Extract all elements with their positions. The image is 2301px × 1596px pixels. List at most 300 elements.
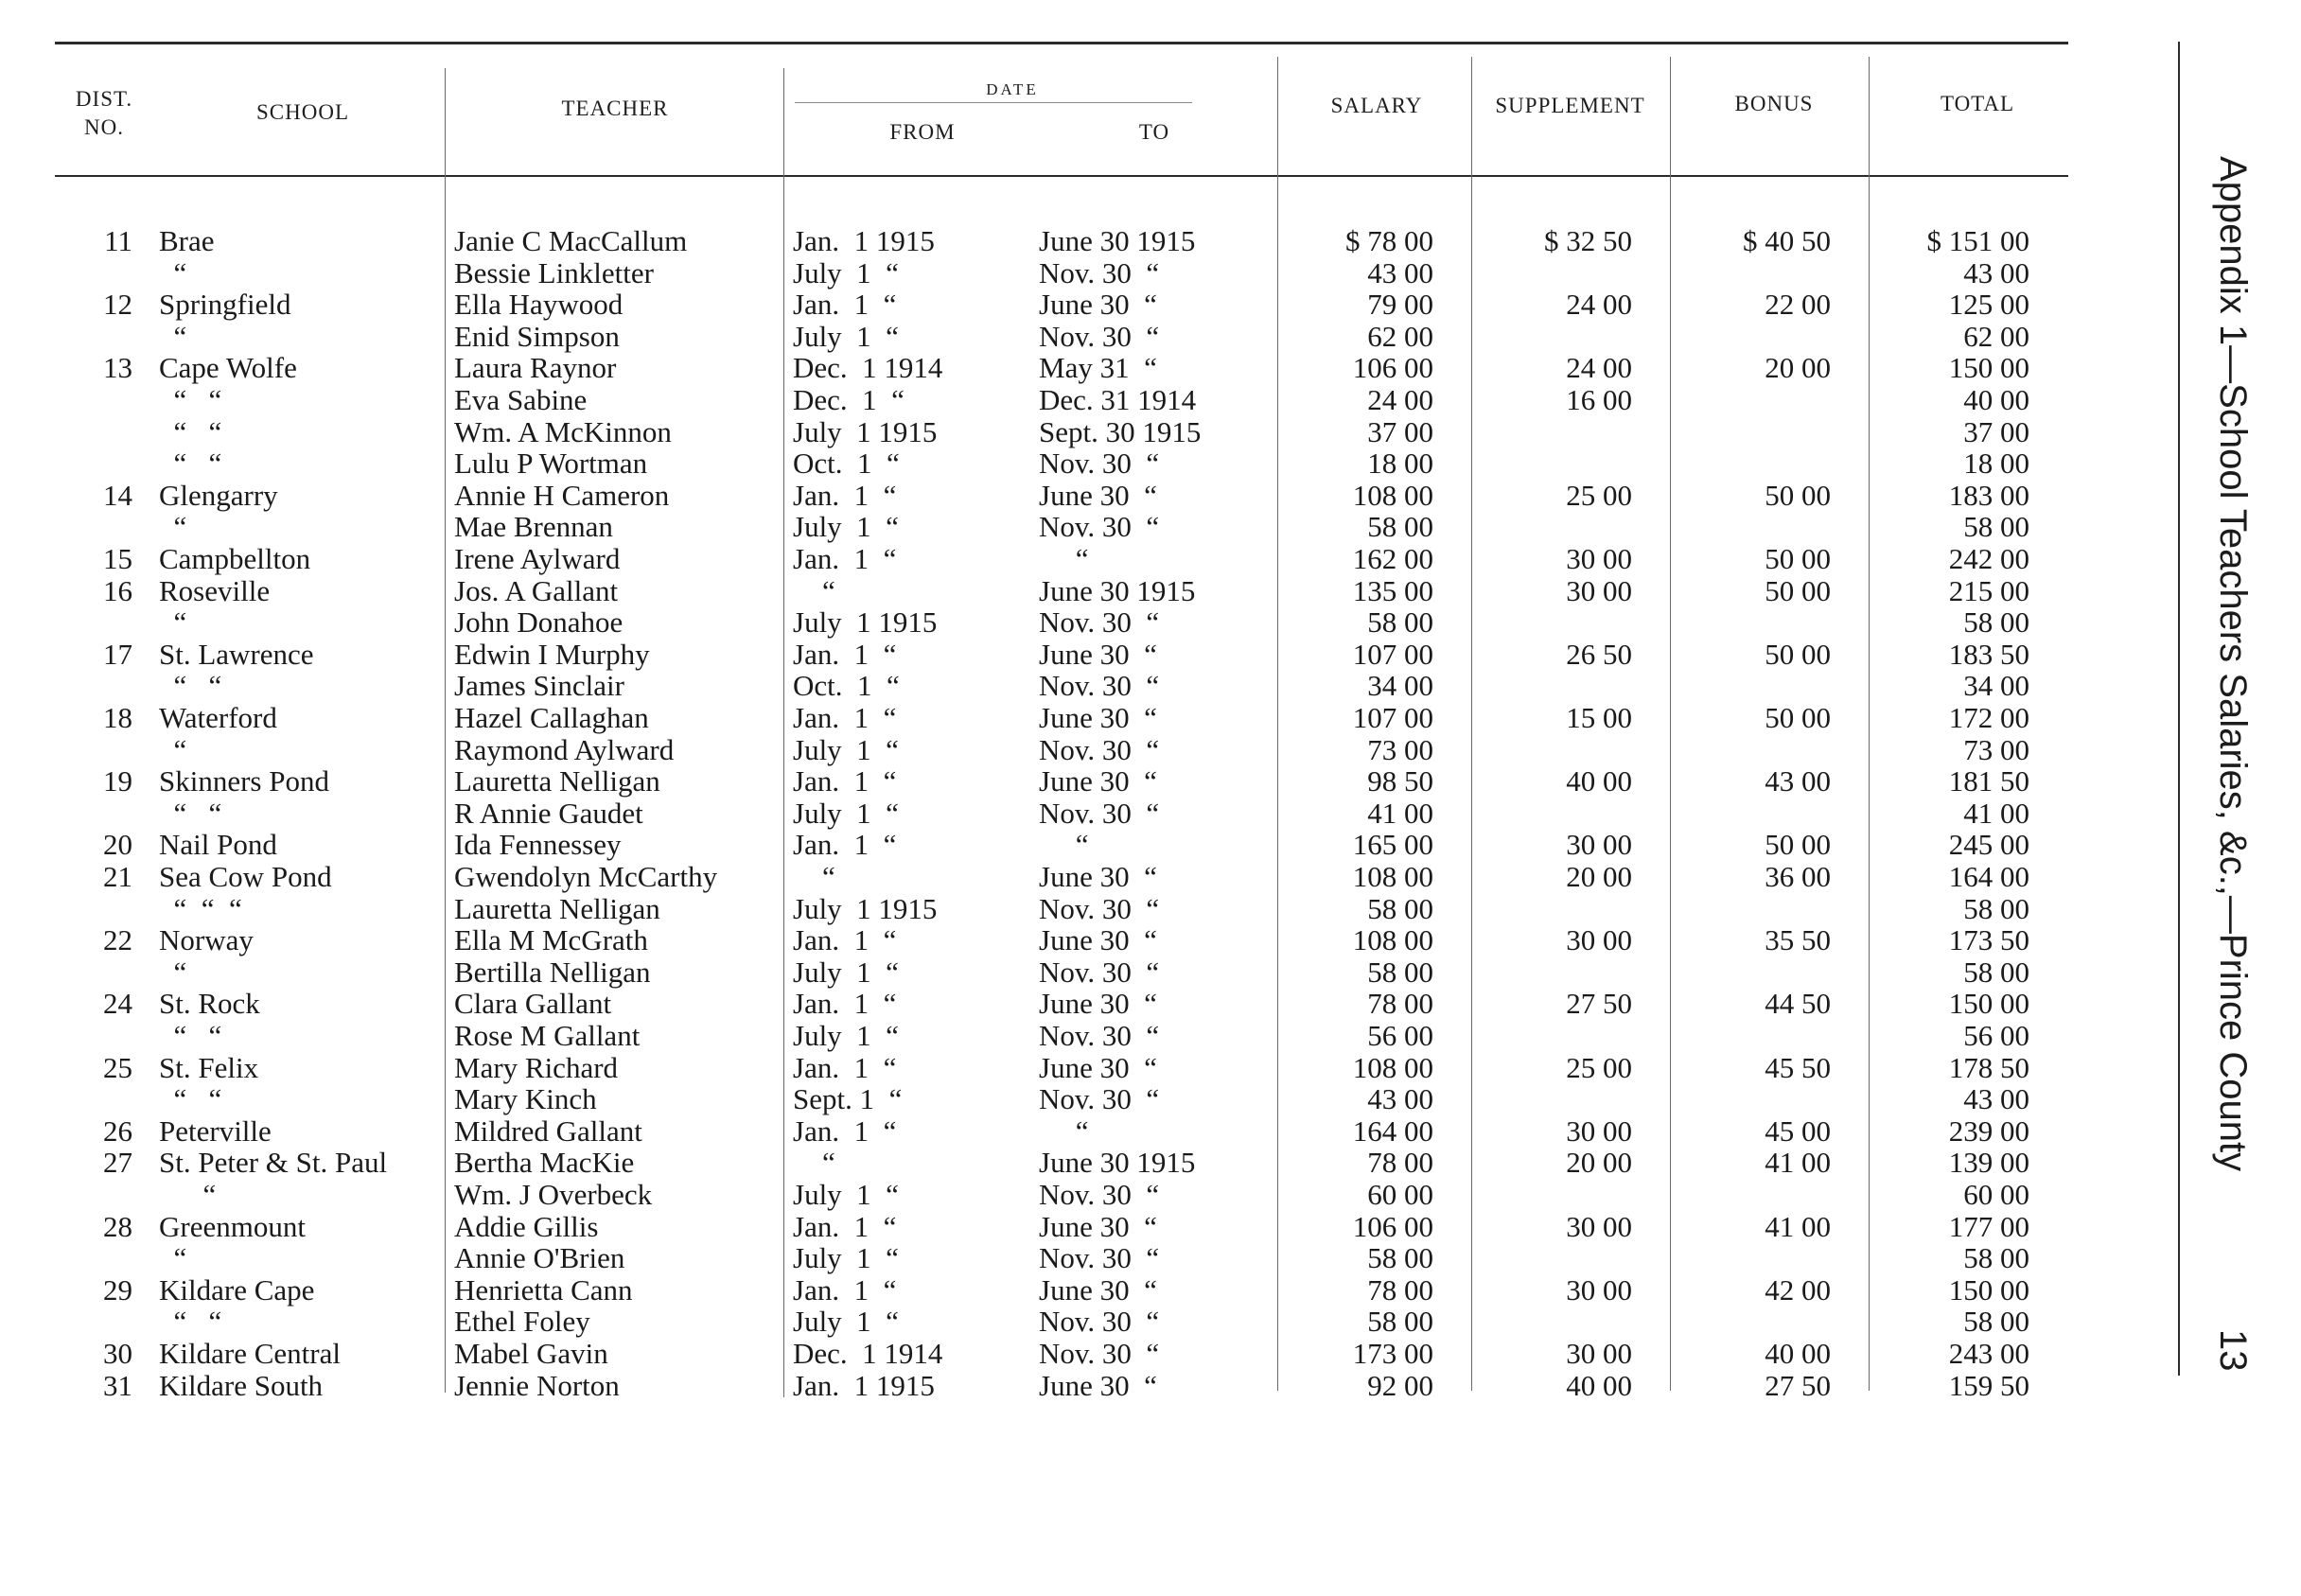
cell-total: 239 00 [1948, 1114, 2029, 1148]
cell-to: Nov. 30 “ [1039, 1241, 1160, 1275]
cell-supplement: $ 32 50 [1544, 224, 1632, 257]
cell-supplement: 16 00 [1566, 383, 1632, 416]
table-row [0, 956, 2129, 989]
cell-supplement: 30 00 [1566, 1209, 1632, 1243]
cell-dist: 26 [103, 1114, 132, 1148]
cell-school: “ “ [159, 1082, 222, 1116]
cell-from: Jan. 1 “ [793, 637, 897, 671]
cell-from: Jan. 1 “ [793, 764, 897, 798]
cell-salary: 98 50 [1367, 764, 1433, 798]
cell-school: Skinners Pond [159, 764, 329, 798]
cell-teacher: Lauretta Nelligan [454, 891, 660, 925]
cell-from: Jan. 1 “ [793, 828, 897, 862]
cell-school: Greenmount [159, 1209, 306, 1243]
cell-school: “ “ [159, 669, 222, 703]
cell-total: 243 00 [1948, 1337, 2029, 1370]
cell-school: Campbellton [159, 542, 311, 575]
table-row [0, 1115, 2129, 1148]
cell-from: Jan. 1 “ [793, 1209, 897, 1243]
cell-to: Nov. 30 “ [1039, 1337, 1160, 1370]
cell-dist: 15 [103, 542, 132, 575]
cell-total: 150 00 [1948, 1272, 2029, 1307]
cell-teacher: Enid Simpson [454, 319, 620, 353]
cell-school: Glengarry [159, 478, 278, 512]
cell-supplement: 20 00 [1566, 1146, 1632, 1180]
cell-school: Springfield [159, 288, 291, 322]
cell-teacher: Raymond Aylward [454, 732, 675, 766]
cell-teacher: Mae Brennan [454, 510, 613, 544]
cell-school: Cape Wolfe [159, 351, 297, 385]
cell-total: 242 00 [1948, 542, 2029, 575]
cell-total: 43 00 [1963, 255, 2029, 289]
table-row [0, 1242, 2129, 1274]
cell-teacher: Wm. A McKinnon [454, 414, 672, 448]
cell-supplement: 40 00 [1566, 1368, 1632, 1402]
cell-from: Jan. 1 “ [793, 987, 897, 1021]
table-row [0, 606, 2129, 639]
table-row [0, 765, 2129, 798]
cell-school: “ [159, 510, 187, 544]
cell-to: June 30 “ [1039, 764, 1157, 798]
cell-total: 34 00 [1963, 669, 2029, 703]
cell-teacher: Janie C MacCallum [454, 224, 688, 257]
cell-salary: 62 00 [1367, 319, 1433, 353]
cell-total: 181 50 [1948, 764, 2029, 798]
cell-to: Nov. 30 “ [1039, 1082, 1160, 1116]
cell-school: Kildare Central [159, 1337, 341, 1370]
cell-to: Nov. 30 “ [1039, 510, 1160, 544]
cell-to: June 30 “ [1039, 923, 1157, 957]
cell-total: 73 00 [1963, 732, 2029, 766]
table-row [0, 734, 2129, 766]
cell-to: May 31 “ [1039, 351, 1157, 385]
cell-from: July 1 1915 [793, 891, 938, 925]
header-bottom-rule [55, 175, 2068, 177]
cell-school: “ “ [159, 383, 222, 416]
cell-total: 56 00 [1963, 1019, 2029, 1052]
cell-salary: 108 00 [1352, 1050, 1433, 1084]
cell-from: July 1 1915 [793, 605, 938, 640]
cell-teacher: Lauretta Nelligan [454, 764, 660, 798]
cell-school: “ “ [159, 414, 222, 448]
cell-school: “ [159, 1178, 217, 1211]
cell-total: 164 00 [1948, 860, 2029, 893]
cell-to: June 30 1915 [1039, 224, 1196, 257]
cell-bonus: 43 00 [1765, 764, 1831, 798]
cell-teacher: Ethel Foley [454, 1305, 590, 1339]
cell-dist: 18 [103, 701, 132, 734]
cell-salary: 106 00 [1352, 1209, 1433, 1243]
cell-dist: 19 [103, 764, 132, 798]
cell-from: July 1 “ [793, 1305, 899, 1339]
cell-to: “ [1039, 1114, 1089, 1148]
cell-dist: 14 [103, 478, 132, 512]
cell-to: Nov. 30 “ [1039, 732, 1160, 766]
cell-to: Nov. 30 “ [1039, 669, 1160, 703]
header-dist-no: DIST. NO. [75, 87, 133, 139]
table-row [0, 1147, 2129, 1179]
table-row [0, 639, 2129, 671]
cell-salary: 43 00 [1367, 1082, 1433, 1116]
cell-school: “ [159, 255, 187, 289]
cell-total: 183 00 [1948, 478, 2029, 512]
cell-teacher: Addie Gillis [454, 1209, 599, 1243]
cell-bonus: 50 00 [1765, 637, 1831, 671]
table-row [0, 798, 2129, 830]
cell-to: Nov. 30 “ [1039, 605, 1160, 640]
cell-supplement: 15 00 [1566, 701, 1632, 734]
cell-dist: 11 [104, 224, 132, 257]
cell-bonus: 44 50 [1765, 987, 1831, 1021]
table-row [0, 670, 2129, 702]
table-row [0, 1306, 2129, 1338]
table-row [0, 1179, 2129, 1211]
cell-total: 58 00 [1963, 510, 2029, 544]
table-row [0, 1370, 2129, 1402]
cell-total: 125 00 [1948, 288, 2029, 322]
cell-total: $ 151 00 [1926, 224, 2029, 257]
cell-teacher: Ida Fennessey [454, 828, 622, 862]
cell-school: “ “ [159, 796, 222, 830]
cell-dist: 20 [103, 828, 132, 862]
cell-total: 58 00 [1963, 891, 2029, 925]
cell-teacher: Bertha MacKie [454, 1146, 635, 1180]
cell-salary: 41 00 [1367, 796, 1433, 830]
cell-salary: 106 00 [1352, 351, 1433, 385]
cell-from: “ [793, 1146, 835, 1180]
cell-to: June 30 “ [1039, 637, 1157, 671]
cell-teacher: Annie H Cameron [454, 478, 670, 512]
cell-to: June 30 1915 [1039, 573, 1196, 607]
table-row [0, 416, 2129, 448]
cell-salary: 162 00 [1352, 542, 1433, 575]
cell-to: Nov. 30 “ [1039, 1019, 1160, 1052]
cell-total: 159 50 [1948, 1368, 2029, 1402]
cell-total: 43 00 [1963, 1082, 2029, 1116]
cell-school: Kildare Cape [159, 1272, 315, 1307]
cell-school: Kildare South [159, 1368, 324, 1402]
cell-supplement: 24 00 [1566, 351, 1632, 385]
cell-to: Dec. 31 1914 [1039, 383, 1197, 416]
cell-school: “ [159, 1241, 187, 1275]
cell-total: 215 00 [1948, 573, 2029, 607]
cell-from: July 1 “ [793, 796, 899, 830]
cell-to: Sept. 30 1915 [1039, 414, 1202, 448]
cell-from: Jan. 1 1915 [793, 1368, 935, 1402]
cell-dist: 21 [103, 860, 132, 893]
cell-from: July 1 “ [793, 1241, 899, 1275]
top-rule [55, 42, 2068, 44]
cell-bonus: 50 00 [1765, 478, 1831, 512]
cell-supplement: 30 00 [1566, 1337, 1632, 1370]
cell-teacher: Mildred Gallant [454, 1114, 642, 1148]
cell-total: 178 50 [1948, 1050, 2029, 1084]
cell-school: St. Peter & St. Paul [159, 1146, 388, 1180]
cell-teacher: Ella M McGrath [454, 923, 648, 957]
cell-teacher: Bessie Linkletter [454, 255, 654, 289]
cell-teacher: Ella Haywood [454, 288, 624, 322]
cell-from: Jan. 1 “ [793, 542, 897, 575]
side-title: Appendix 1—School Teachers Salaries, &c.,—Prince County [2212, 156, 2254, 1172]
cell-school: Nail Pond [159, 828, 277, 862]
cell-to: Nov. 30 “ [1039, 255, 1160, 289]
table-row [0, 924, 2129, 956]
cell-teacher: Eva Sabine [454, 383, 588, 416]
cell-from: Oct. 1 “ [793, 669, 900, 703]
cell-teacher: Henrietta Cann [454, 1272, 633, 1307]
cell-total: 183 50 [1948, 637, 2029, 671]
cell-from: July 1 “ [793, 732, 899, 766]
cell-supplement: 24 00 [1566, 288, 1632, 322]
cell-from: Sept. 1 “ [793, 1082, 903, 1116]
cell-school: St. Lawrence [159, 637, 314, 671]
cell-from: “ [793, 573, 835, 607]
cell-school: Waterford [159, 701, 277, 734]
cell-salary: 79 00 [1367, 288, 1433, 322]
table-row [0, 321, 2129, 353]
cell-bonus: 41 00 [1765, 1146, 1831, 1180]
cell-dist: 31 [103, 1368, 132, 1402]
cell-to: Nov. 30 “ [1039, 955, 1160, 989]
cell-from: July 1 “ [793, 955, 899, 989]
header-total: TOTAL [1940, 92, 2015, 115]
cell-dist: 27 [103, 1146, 132, 1180]
cell-to: Nov. 30 “ [1039, 796, 1160, 830]
cell-salary: 107 00 [1352, 637, 1433, 671]
cell-salary: 108 00 [1352, 860, 1433, 893]
page-number: 13 [2212, 1329, 2254, 1372]
cell-salary: 58 00 [1367, 1241, 1433, 1275]
table-row [0, 1338, 2129, 1370]
cell-teacher: Gwendolyn McCarthy [454, 860, 718, 893]
cell-teacher: Mabel Gavin [454, 1337, 608, 1370]
cell-total: 41 00 [1963, 796, 2029, 830]
header-to: TO [1138, 120, 1170, 144]
cell-salary: 108 00 [1352, 923, 1433, 957]
table-row [0, 1020, 2129, 1052]
cell-bonus: 50 00 [1765, 701, 1831, 734]
cell-to: June 30 “ [1039, 860, 1157, 893]
table-row [0, 447, 2129, 480]
table-row [0, 543, 2129, 575]
cell-bonus: $ 40 50 [1743, 224, 1831, 257]
cell-total: 58 00 [1963, 955, 2029, 989]
cell-teacher: Wm. J Overbeck [454, 1178, 653, 1211]
table-row [0, 861, 2129, 893]
cell-total: 18 00 [1963, 447, 2029, 481]
cell-salary: 58 00 [1367, 510, 1433, 544]
table-row [0, 988, 2129, 1020]
cell-school: “ “ [159, 1019, 222, 1052]
table-row [0, 384, 2129, 416]
cell-from: July 1 1915 [793, 414, 938, 448]
cell-salary: 58 00 [1367, 891, 1433, 925]
cell-from: “ [793, 860, 835, 893]
cell-dist: 17 [103, 637, 132, 671]
cell-from: July 1 “ [793, 1019, 899, 1052]
cell-teacher: Annie O'Brien [454, 1241, 625, 1275]
cell-teacher: Jos. A Gallant [454, 573, 619, 607]
header-teacher: TEACHER [561, 96, 669, 120]
cell-teacher: Bertilla Nelligan [454, 955, 651, 989]
cell-teacher: Mary Kinch [454, 1082, 597, 1116]
cell-supplement: 26 50 [1566, 637, 1632, 671]
cell-teacher: Rose M Gallant [454, 1019, 641, 1052]
cell-school: “ “ [159, 447, 222, 481]
cell-supplement: 25 00 [1566, 478, 1632, 512]
cell-teacher: Jennie Norton [454, 1368, 620, 1402]
cell-supplement: 30 00 [1566, 1114, 1632, 1148]
cell-salary: 60 00 [1367, 1178, 1433, 1211]
cell-to: June 30 “ [1039, 1272, 1157, 1307]
cell-total: 245 00 [1948, 828, 2029, 862]
cell-bonus: 36 00 [1765, 860, 1831, 893]
cell-salary: 165 00 [1352, 828, 1433, 862]
header-school: SCHOOL [255, 100, 349, 124]
cell-total: 58 00 [1963, 605, 2029, 640]
cell-dist: 22 [103, 923, 132, 957]
table-row [0, 511, 2129, 543]
cell-supplement: 25 00 [1566, 1050, 1632, 1084]
cell-from: Dec. 1 1914 [793, 1337, 943, 1370]
cell-salary: 37 00 [1367, 414, 1433, 448]
cell-teacher: James Sinclair [454, 669, 624, 703]
cell-teacher: Irene Aylward [454, 542, 621, 575]
cell-teacher: Clara Gallant [454, 987, 612, 1021]
cell-teacher: R Annie Gaudet [454, 796, 643, 830]
cell-bonus: 41 00 [1765, 1209, 1831, 1243]
cell-bonus: 50 00 [1765, 542, 1831, 575]
cell-to: June 30 “ [1039, 288, 1157, 322]
cell-total: 58 00 [1963, 1241, 2029, 1275]
cell-to: June 30 “ [1039, 1209, 1157, 1243]
cell-bonus: 50 00 [1765, 573, 1831, 607]
cell-to: June 30 “ [1039, 987, 1157, 1021]
cell-supplement: 20 00 [1566, 860, 1632, 893]
cell-from: Oct. 1 “ [793, 447, 900, 481]
cell-salary: 173 00 [1352, 1337, 1433, 1370]
table-row [0, 480, 2129, 512]
cell-dist: 16 [103, 573, 132, 607]
cell-supplement: 30 00 [1566, 923, 1632, 957]
header-supplement: SUPPLEMENT [1495, 94, 1645, 117]
cell-from: Jan. 1 “ [793, 1114, 897, 1148]
cell-to: “ [1039, 542, 1089, 575]
header-from: FROM [889, 120, 956, 144]
cell-salary: $ 78 00 [1345, 224, 1433, 257]
cell-school: Brae [159, 224, 215, 257]
cell-salary: 73 00 [1367, 732, 1433, 766]
cell-supplement: 30 00 [1566, 573, 1632, 607]
cell-from: July 1 “ [793, 1178, 899, 1211]
cell-salary: 58 00 [1367, 1305, 1433, 1339]
cell-teacher: Lulu P Wortman [454, 447, 648, 481]
cell-supplement: 27 50 [1566, 987, 1632, 1021]
cell-to: June 30 “ [1039, 1050, 1157, 1084]
cell-from: Dec. 1 “ [793, 383, 905, 416]
cell-salary: 78 00 [1367, 1272, 1433, 1307]
cell-bonus: 20 00 [1765, 351, 1831, 385]
cell-dist: 25 [103, 1050, 132, 1084]
cell-to: Nov. 30 “ [1039, 319, 1160, 353]
header-bonus: BONUS [1734, 92, 1814, 115]
cell-to: “ [1039, 828, 1089, 862]
cell-supplement: 30 00 [1566, 1272, 1632, 1307]
cell-teacher: John Donahoe [454, 605, 624, 640]
cell-total: 58 00 [1963, 1305, 2029, 1339]
table-row [0, 1274, 2129, 1307]
cell-teacher: Hazel Callaghan [454, 701, 649, 734]
table-row [0, 575, 2129, 607]
cell-total: 62 00 [1963, 319, 2029, 353]
cell-from: Jan. 1 “ [793, 1272, 897, 1307]
table-row [0, 829, 2129, 861]
cell-salary: 43 00 [1367, 255, 1433, 289]
cell-supplement: 40 00 [1566, 764, 1632, 798]
cell-salary: 78 00 [1367, 987, 1433, 1021]
cell-supplement: 30 00 [1566, 542, 1632, 575]
cell-to: Nov. 30 “ [1039, 447, 1160, 481]
cell-school: St. Felix [159, 1050, 259, 1084]
cell-to: June 30 1915 [1039, 1146, 1196, 1180]
cell-total: 173 50 [1948, 923, 2029, 957]
cell-bonus: 40 00 [1765, 1337, 1831, 1370]
cell-to: Nov. 30 “ [1039, 1178, 1160, 1211]
cell-salary: 135 00 [1352, 573, 1433, 607]
cell-bonus: 50 00 [1765, 828, 1831, 862]
cell-salary: 56 00 [1367, 1019, 1433, 1052]
cell-dist: 13 [103, 351, 132, 385]
table-row [0, 352, 2129, 384]
cell-total: 150 00 [1948, 987, 2029, 1021]
cell-from: Jan. 1 “ [793, 288, 897, 322]
cell-salary: 78 00 [1367, 1146, 1433, 1180]
cell-from: July 1 “ [793, 319, 899, 353]
cell-total: 37 00 [1963, 414, 2029, 448]
cell-school: “ [159, 732, 187, 766]
cell-total: 139 00 [1948, 1146, 2029, 1180]
cell-from: Jan. 1 “ [793, 701, 897, 734]
cell-bonus: 22 00 [1765, 288, 1831, 322]
cell-school: “ [159, 955, 187, 989]
cell-school: Norway [159, 923, 254, 957]
cell-salary: 58 00 [1367, 955, 1433, 989]
cell-school: “ [159, 319, 187, 353]
cell-dist: 24 [103, 987, 132, 1021]
cell-dist: 28 [103, 1209, 132, 1243]
table-row [0, 289, 2129, 321]
cell-school: “ [159, 605, 187, 640]
cell-to: June 30 “ [1039, 478, 1157, 512]
table-row [0, 1052, 2129, 1084]
table-row [0, 225, 2129, 257]
cell-salary: 58 00 [1367, 605, 1433, 640]
cell-from: Jan. 1 “ [793, 1050, 897, 1084]
cell-to: June 30 “ [1039, 701, 1157, 734]
cell-bonus: 27 50 [1765, 1368, 1831, 1402]
cell-salary: 92 00 [1367, 1368, 1433, 1402]
table-row [0, 702, 2129, 734]
cell-salary: 34 00 [1367, 669, 1433, 703]
cell-from: July 1 “ [793, 255, 899, 289]
cell-teacher: Mary Richard [454, 1050, 619, 1084]
table-row [0, 1083, 2129, 1115]
cell-teacher: Laura Raynor [454, 351, 617, 385]
cell-from: July 1 “ [793, 510, 899, 544]
cell-school: Roseville [159, 573, 271, 607]
table-row [0, 893, 2129, 925]
cell-total: 40 00 [1963, 383, 2029, 416]
